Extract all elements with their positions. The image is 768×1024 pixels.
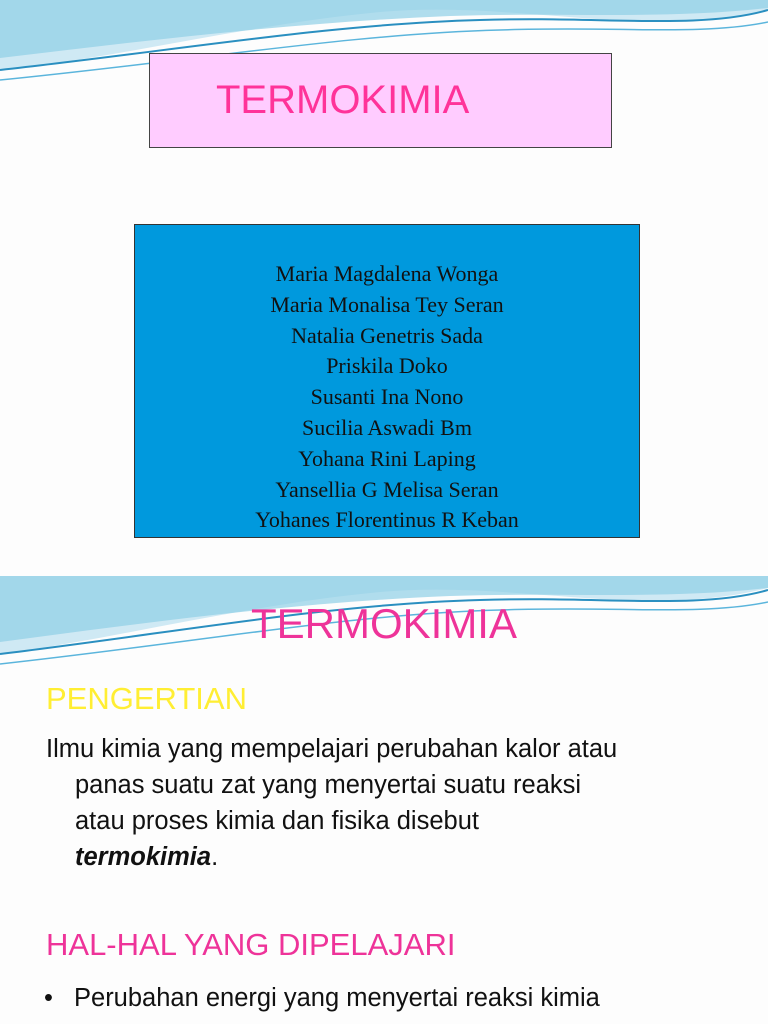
author-name: Priskila Doko [326, 353, 448, 379]
bullet-icon: • [44, 984, 53, 1012]
topics-list [44, 980, 600, 1016]
definition-paragraph [46, 731, 746, 875]
slide-2-title: TERMOKIMIA [250, 600, 517, 647]
topics-heading: HAL-HAL YANG DIPELAJARI [46, 927, 456, 962]
author-name: Sucilia Aswadi Bm [302, 414, 472, 440]
topic-item [44, 980, 600, 1016]
author-name: Yohana Rini Laping [298, 445, 476, 471]
author-name: Susanti Ina Nono [310, 384, 464, 410]
author-name: Yohanes Florentinus R Keban [255, 507, 519, 533]
definition-term-suffix: . [211, 843, 219, 871]
topic-text: Perubahan energi yang menyertai reaksi kimia [74, 984, 600, 1012]
author-name: Maria Monalisa Tey Seran [270, 291, 504, 317]
authors-list [134, 259, 640, 536]
slide-1-title: TERMOKIMIA [216, 78, 470, 122]
author-name: Yansellia G Melisa Seran [275, 476, 499, 502]
definition-line: panas suatu zat yang menyertai suatu reaksi [75, 771, 582, 799]
definition-line: atau proses kimia dan fisika disebut [75, 807, 479, 835]
definition-line: Ilmu kimia yang mempelajari perubahan kalor atau [46, 735, 618, 763]
author-name: Maria Magdalena Wonga [275, 261, 499, 286]
slide-2 [0, 576, 768, 1024]
author-name: Natalia Genetris Sada [291, 322, 483, 348]
definition-term-line [46, 839, 746, 875]
definition-term: termokimia [75, 843, 212, 871]
definition-heading: PENGERTIAN [46, 681, 247, 716]
